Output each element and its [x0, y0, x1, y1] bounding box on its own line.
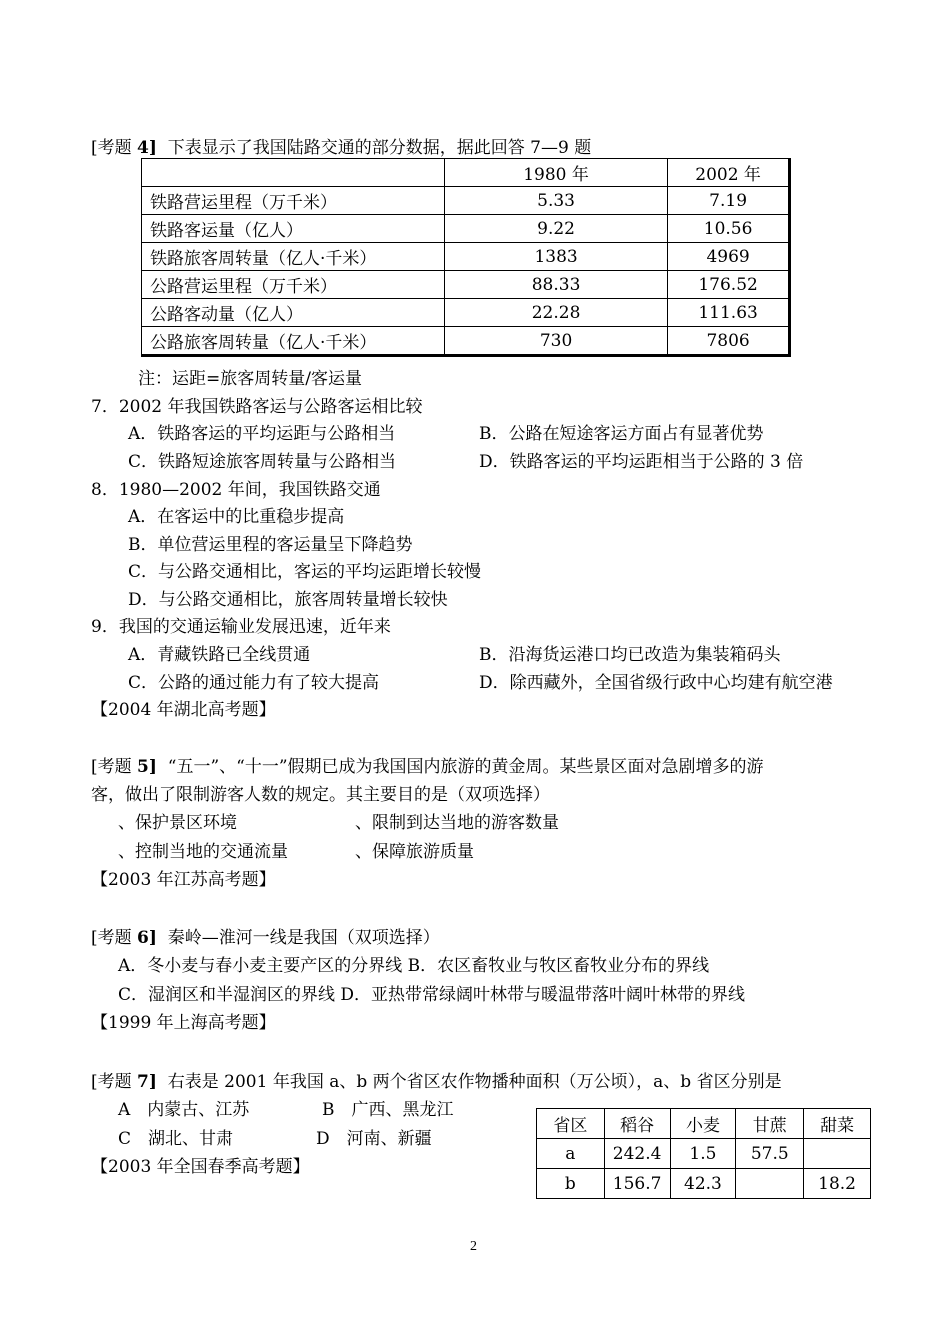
source-note: 【2003 年江苏高考题】	[91, 870, 276, 890]
table-cell: 7.19	[668, 187, 790, 215]
option-8d: D．与公路交通相比，旅客周转量增长较快	[128, 590, 448, 610]
table-cell: 156.7	[604, 1169, 670, 1199]
source-note: 【2003 年全国春季高考题】	[91, 1157, 310, 1177]
table-cell	[736, 1169, 804, 1199]
table-cell: 公路客动量（亿人）	[142, 299, 445, 327]
source-note: 【1999 年上海高考题】	[91, 1013, 276, 1033]
table-header-cell: 甘蔗	[736, 1109, 804, 1139]
table-row	[142, 215, 790, 243]
table-cell: 公路营运里程（万千米）	[142, 271, 445, 299]
transport-data-table	[141, 158, 791, 357]
table-cell: 1.5	[670, 1139, 736, 1169]
table-header-cell	[142, 159, 445, 187]
table-row	[142, 243, 790, 271]
table-header-cell: 小麦	[670, 1109, 736, 1139]
option-7b-c: C 湖北、甘肃	[118, 1129, 234, 1149]
option-5-1: 、保护景区环境	[118, 813, 237, 833]
table-header-cell: 省区	[537, 1109, 605, 1139]
table-cell: 7806	[668, 327, 790, 356]
table-cell: 10.56	[668, 215, 790, 243]
table-header-cell: 2002 年	[668, 159, 790, 187]
option-5-3: 、控制当地的交通流量	[118, 842, 288, 862]
q5-heading: [考题 5] “五一”、“十一”假期已成为我国国内旅游的黄金周。某些景区面对急剧增多的游	[91, 757, 764, 777]
option-7b: B．公路在短途客运方面占有显著优势	[479, 424, 764, 444]
table-cell: 1383	[444, 243, 667, 271]
question-9-stem: 9．我国的交通运输业发展迅速，近年来	[91, 617, 391, 637]
option-8b: B．单位营运里程的客运量呈下降趋势	[128, 535, 413, 555]
table-cell: 9.22	[444, 215, 667, 243]
table-cell	[804, 1139, 871, 1169]
table-row	[142, 271, 790, 299]
option-5-4: 、保障旅游质量	[355, 842, 474, 862]
table-row	[142, 327, 790, 356]
page-number: 2	[470, 1239, 477, 1254]
table-cell: 57.5	[736, 1139, 804, 1169]
table-cell: 公路旅客周转量（亿人·千米）	[142, 327, 445, 356]
table-header-cell: 甜菜	[804, 1109, 871, 1139]
source-note: 【2004 年湖北高考题】	[91, 700, 276, 720]
table-row	[142, 299, 790, 327]
option-9a: A．青藏铁路已全线贯通	[128, 645, 311, 665]
option-7b-b: B 广西、黑龙江	[322, 1100, 454, 1120]
options-6-ab: A．冬小麦与春小麦主要产区的分界线 B．农区畜牧业与牧区畜牧业分布的界线	[118, 956, 710, 976]
option-8c: C．与公路交通相比，客运的平均运距增长较慢	[128, 562, 482, 582]
table-cell: 176.52	[668, 271, 790, 299]
question-7-stem: 7．2002 年我国铁路客运与公路客运相比较	[91, 397, 423, 417]
table-row	[142, 187, 790, 215]
table-cell: 18.2	[804, 1169, 871, 1199]
table-cell: 铁路营运里程（万千米）	[142, 187, 445, 215]
table-cell: 22.28	[444, 299, 667, 327]
crop-area-table	[536, 1108, 871, 1199]
option-7c: C．铁路短途旅客周转量与公路相当	[128, 452, 397, 472]
table-row	[537, 1139, 871, 1169]
table-cell: 铁路旅客周转量（亿人·千米）	[142, 243, 445, 271]
table-header-cell: 稻谷	[604, 1109, 670, 1139]
option-9c: C．公路的通过能力有了较大提高	[128, 673, 380, 693]
option-9d: D．除西藏外，全国省级行政中心均建有航空港	[479, 673, 833, 693]
q6-heading: [考题 6] 秦岭—淮河一线是我国（双项选择）	[91, 928, 440, 948]
q5-text-line2: 客，做出了限制游客人数的规定。其主要目的是（双项选择）	[91, 785, 550, 805]
option-8a: A．在客运中的比重稳步提高	[128, 507, 345, 527]
q4-heading: [考题 4] 下表显示了我国陆路交通的部分数据，据此回答 7—9 题	[91, 138, 592, 158]
table-header-row	[537, 1109, 871, 1139]
option-7b-a: A 内蒙古、江苏	[118, 1100, 250, 1120]
option-5-2: 、限制到达当地的游客数量	[355, 813, 559, 833]
table-row	[537, 1169, 871, 1199]
options-6-cd: C．湿润区和半湿润区的界线 D．亚热带常绿阔叶林带与暖温带落叶阔叶林带的界线	[118, 985, 746, 1005]
table-cell: 111.63	[668, 299, 790, 327]
table-cell: b	[537, 1169, 605, 1199]
table-cell: 5.33	[444, 187, 667, 215]
table-cell: 42.3	[670, 1169, 736, 1199]
table-cell: 88.33	[444, 271, 667, 299]
q7b-heading: [考题 7] 右表是 2001 年我国 a、b 两个省区农作物播种面积（万公顷），a、b 省区分别是	[91, 1072, 782, 1092]
table-note: 注：运距=旅客周转量/客运量	[138, 369, 362, 389]
table-header-row	[142, 159, 790, 187]
table-cell: 4969	[668, 243, 790, 271]
option-7a: A．铁路客运的平均运距与公路相当	[128, 424, 396, 444]
question-8-stem: 8．1980—2002 年间，我国铁路交通	[91, 480, 381, 500]
option-7d: D．铁路客运的平均运距相当于公路的 3 倍	[479, 452, 804, 472]
table-cell: 242.4	[604, 1139, 670, 1169]
table-cell: a	[537, 1139, 605, 1169]
option-9b: B．沿海货运港口均已改造为集装箱码头	[479, 645, 781, 665]
table-header-cell: 1980 年	[444, 159, 667, 187]
table-cell: 铁路客运量（亿人）	[142, 215, 445, 243]
option-7b-d: D 河南、新疆	[316, 1129, 432, 1149]
table-cell: 730	[444, 327, 667, 356]
